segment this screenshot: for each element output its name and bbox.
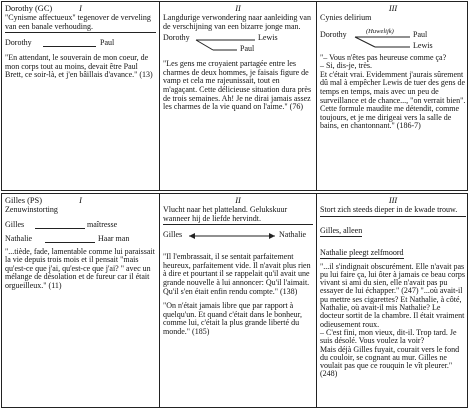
relation-name: Gilles xyxy=(163,230,183,240)
relation-name: Nathalie xyxy=(5,233,33,243)
phase-number: III xyxy=(388,196,398,205)
phase-number: II xyxy=(235,4,241,13)
section-gilles xyxy=(1,193,468,408)
quote-text: "– Vous n'êtes pas heureuse comme ça? – Si, dis-je, très. Et c'était vrai. Evidemment j'aurais sûrement dû mal à empêcher Lewis de tuer des gens de temps en temps, mais avec un peu de surveillance et de chance..., "on verrait bien". Cette formule maudite me détendit, comme toujours, et je me dirigeai vers la salle de bains, en chantonnant." (186-7) xyxy=(320,52,466,131)
relation-name: Dorothy xyxy=(5,38,32,48)
relation-name: Paul xyxy=(240,44,255,54)
relation-diagram xyxy=(163,230,313,248)
phase-title: Stort zich steeds dieper in de kwade trouw. xyxy=(320,206,466,217)
relation-name: Dorothy xyxy=(163,33,190,43)
phase-number: I xyxy=(79,4,82,13)
phase-number: I xyxy=(79,196,82,205)
relation-note: Gilles, alleen xyxy=(320,227,362,238)
cell-dorothy-phase-1 xyxy=(2,2,160,190)
relation-name: Paul xyxy=(413,29,428,39)
phase-title: Cynies delirium xyxy=(320,13,372,22)
quote-text: "...tiède, fade, lamentable comme lui paraissait la vie depuis trois mois et il pensait "mais qu'est-ce que j'ai, qu'est-ce que j'ai? " avec un mélange de désolation et de fureur car il était orgueilleux." (11) xyxy=(5,246,155,290)
quote-text: "En attendant, le souverain de mon coeur, de mon corps tout au moins, devait être Paul Brett, ce soir-là, et j'en bâillais d'avance." (13) xyxy=(5,53,153,80)
phase-number: III xyxy=(388,4,398,13)
relation-connector xyxy=(43,46,96,47)
relation-name: Gilles xyxy=(5,219,25,229)
relation-name: Lewis xyxy=(258,33,278,43)
quote-text: "...il s'indignait obscurément. Elle n'avait pas pu lui faire ça, lui ôter à jamais ce beau corps vivant si ami du sien, elle n'avait pas pu essayer de lui échapper." (247) "...où avait-il pu mettre ses cigarettes? Et Nathalie, à côté, Nathalie, où avait-il mis Nathalie? Le docteur sortit de la chambre. Il était vraiment odieusement roux. – C'est fini, mon vieux, dit-il. Trop tard. Je suis désolé. Vous voulez la voir? Mais déjà Gilles fuyait, courait vers le fond du couloir, se cognant au mur. Gilles ne voulait pas que ce rouquin le vît pleurer." (248) xyxy=(320,261,466,379)
relation-connector xyxy=(45,242,95,243)
relation-label: (Huwelijk) xyxy=(366,27,394,35)
relation-name: Lewis xyxy=(413,40,433,50)
relation-line xyxy=(5,234,156,245)
character-name: Dorothy (GC) xyxy=(5,4,53,13)
phase-number: II xyxy=(235,196,241,205)
relation-line xyxy=(5,38,156,49)
relation-name: Dorothy xyxy=(320,29,347,39)
cell-gilles-phase-3 xyxy=(317,194,469,407)
phase-title: Langdurige verwondering naar aanleiding van de verschijning van een bizarre jonge man. xyxy=(163,13,311,31)
relation-diagram xyxy=(163,33,313,55)
relation-name: maîtresse xyxy=(87,219,118,229)
phase-title: Vlucht naar het platteland. Gelukskuur wanneer hij de liefde hervindt. xyxy=(163,206,313,225)
quote-text: "On n'était jamais libre que par rapport à quelqu'un. Et quand c'était dans le bonheur, comme lui, c'était la plus grande liberté du monde." (185) xyxy=(163,301,302,336)
quote-text: "Les gens me croyaient partagée entre les charmes de deux hommes, je faisais figure de vamp et cela me rajeunissait, tout en m'agaçant. Cette délicieuse situation dura près de trois semaines. Ah! Je ne dirai jamais assez les charmes de la vie quand on l'aime." (76) xyxy=(163,59,312,112)
relation-name: Nathalie xyxy=(279,230,307,240)
relation-diagram xyxy=(320,27,466,51)
cell-dorothy-phase-2 xyxy=(160,2,317,190)
cell-gilles-phase-2 xyxy=(160,194,317,407)
character-name: Gilles (PS) xyxy=(5,196,42,205)
relation-connector xyxy=(35,228,85,229)
relation-line xyxy=(5,220,156,231)
relation-name: Paul xyxy=(100,38,115,48)
cell-gilles-phase-1 xyxy=(2,194,160,407)
phase-title: Zenuwinstorting xyxy=(5,205,58,214)
quote-text: "Il l'embrassait, il se sentait parfaitement heureux, parfaitement vide. Il n'avait plus rien à dire et pourtant il se rappelait qu'il avait une grande nouvelle à lui annoncer: Qu'il l'aimait. Qu'il s'en était enfin rendu compte." (138) xyxy=(163,252,311,296)
relation-note: Nathalie pleegt zelfmoord xyxy=(320,249,404,260)
relation-name: Haar man xyxy=(98,233,130,243)
section-dorothy xyxy=(1,1,468,191)
phase-title: "Cynisme affectueux" tegenover de verveling van een banale verhouding. xyxy=(5,14,156,33)
cell-dorothy-phase-3 xyxy=(317,2,469,190)
